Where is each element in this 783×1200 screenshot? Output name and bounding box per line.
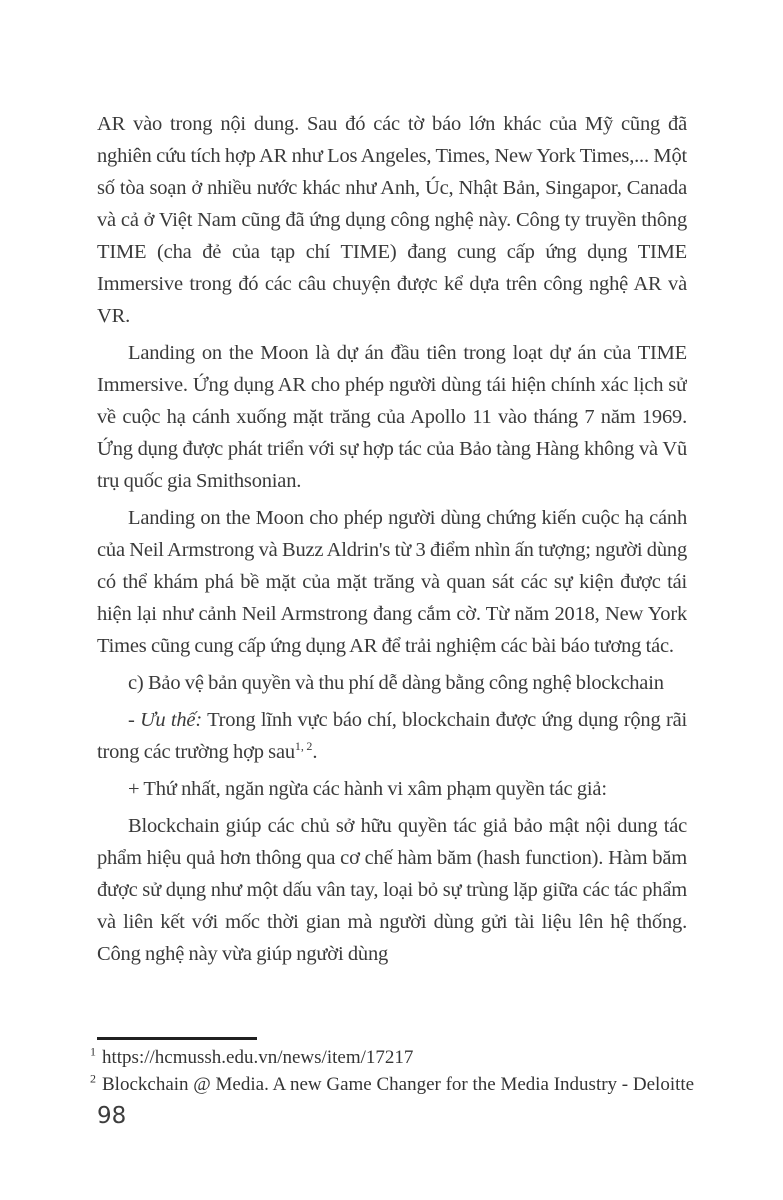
uu-the-term: Ưu thế: xyxy=(140,709,202,731)
uu-the-rest: Trong lĩnh vực báo chí, blockchain được ứng dụng rộng rãi trong các trường hợp sau xyxy=(97,709,687,763)
paragraph-landing-moon-2: Landing on the Moon cho phép người dùng chứng kiến cuộc hạ cánh của Neil Armstrong và Buzz Aldrin's từ 3 điểm nhìn ấn tượng; người dùng có thể khám phá bề mặt của mặt trăng và quan sát các sự kiện được tái hiện lại như cảnh Neil Armstrong đang cắm cờ. Từ năm 2018, New York Times cũng cung cấp ứng dụng AR để trải nghiệm các bài báo tương tác. xyxy=(97,507,687,657)
body-text xyxy=(97,108,687,975)
footnote-reference-marks: 1, 2 xyxy=(294,739,313,754)
page-number: 98 xyxy=(97,1103,127,1129)
paragraph-uu-the xyxy=(97,704,687,768)
footnote-1-marker: 1 xyxy=(90,1044,96,1059)
footnote-1 xyxy=(90,1044,695,1071)
heading-section-c: c) Bảo vệ bản quyền và thu phí dễ dàng bằng công nghệ blockchain xyxy=(128,672,664,694)
paragraph-thu-nhat: + Thứ nhất, ngăn ngừa các hành vi xâm phạm quyền tác giả: xyxy=(128,778,607,800)
paragraph-blockchain-hash: Blockchain giúp các chủ sở hữu quyền tác giả bảo mật nội dung tác phẩm hiệu quả hơn thông qua cơ chế hàm băm (hash function). Hàm băm được sử dụng như một dấu vân tay, loại bỏ sự trùng lặp giữa các tác phẩm và liên kết với mốc thời gian mà người dùng gửi tài liệu lên hệ thống. Công nghệ này vừa giúp người dùng xyxy=(97,815,687,965)
uu-the-dash: - xyxy=(128,709,141,731)
footnote-2 xyxy=(90,1071,695,1098)
footnote-separator xyxy=(97,1037,257,1040)
paragraph-landing-moon-1: Landing on the Moon là dự án đầu tiên trong loạt dự án của TIME Immersive. Ứng dụng AR cho phép người dùng tái hiện chính xác lịch sử về cuộc hạ cánh xuống mặt trăng của Apollo 11 vào tháng 7 năm 1969. Ứng dụng được phát triển với sự hợp tác của Bảo tàng Hàng không và Vũ trụ quốc gia Smithsonian. xyxy=(97,342,687,492)
paragraph-ar-content: AR vào trong nội dung. Sau đó các tờ báo lớn khác của Mỹ cũng đã nghiên cứu tích hợp AR như Los Angeles, Times, New York Times,... Một số tòa soạn ở nhiều nước khác như Anh, Úc, Nhật Bản, Singapor, Canada và cả ở Việt Nam cũng đã ứng dụng công nghệ này. Công ty truyền thông TIME (cha đẻ của tạp chí TIME) đang cung cấp ứng dụng TIME Immersive trong đó các câu chuyện được kể dựa trên công nghệ AR và VR. xyxy=(97,113,687,327)
footnote-1-text: https://hcmussh.edu.vn/news/item/17217 xyxy=(102,1047,414,1068)
uu-the-period: . xyxy=(312,741,318,763)
footnote-2-text: Blockchain @ Media. A new Game Changer for the Media Industry - Deloitte xyxy=(102,1074,695,1095)
footnote-2-marker: 2 xyxy=(90,1071,96,1086)
